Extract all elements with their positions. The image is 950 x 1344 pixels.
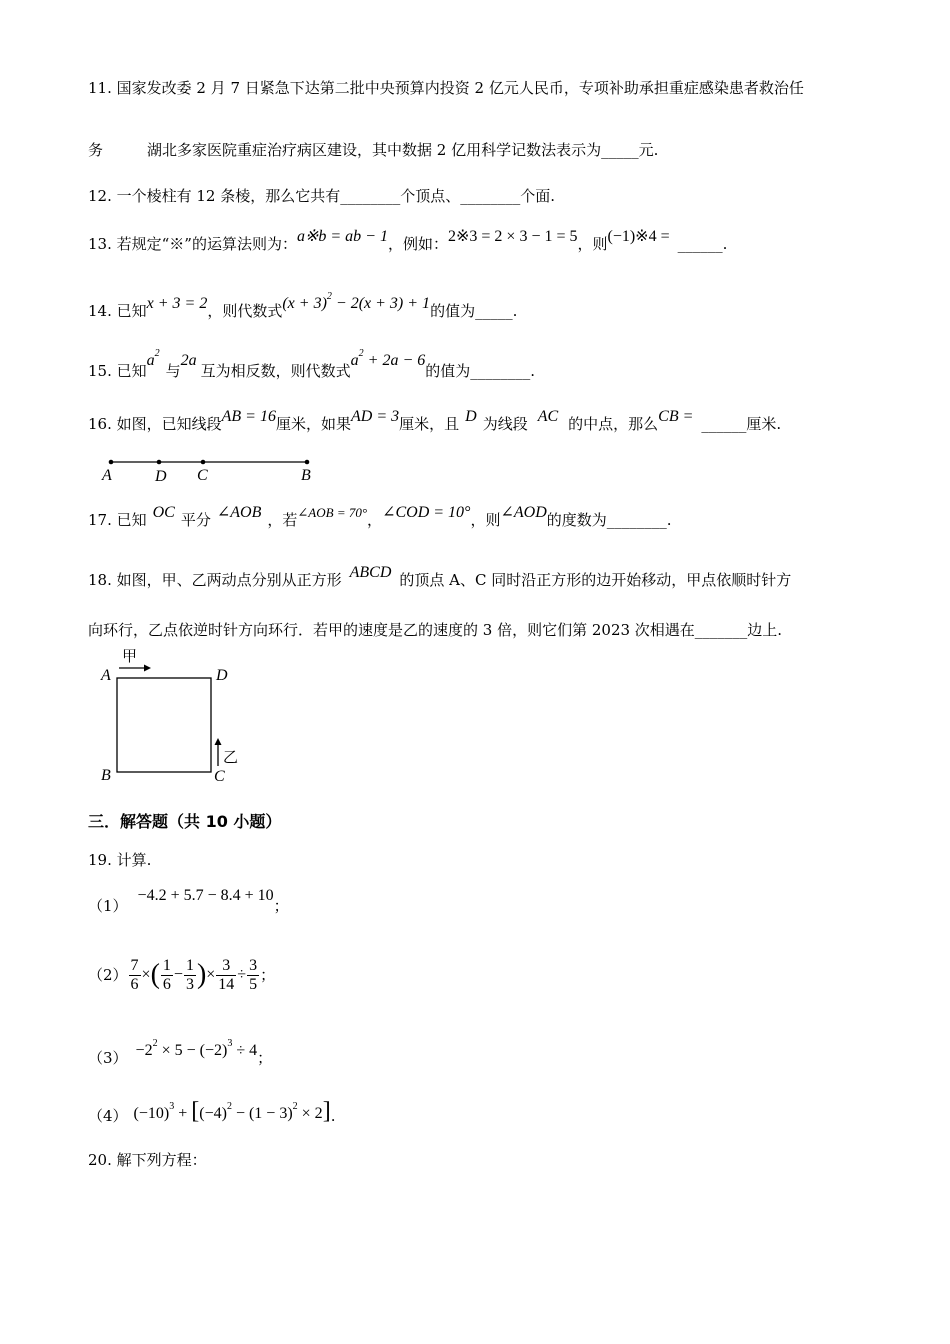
q16: 16. 如图，已知线段AB = 16厘米，如果AD = 3厘米，且 D 为线段 AC 的中点，那么CB = ______厘米. — [88, 408, 782, 433]
q20-title: 20. 解下列方程： — [88, 1151, 207, 1169]
label-jia: 甲 — [122, 649, 138, 665]
vertex-d: D — [216, 667, 228, 684]
point-a — [109, 460, 114, 465]
point-b — [305, 460, 310, 465]
label-a: A — [102, 467, 112, 484]
vertex-a: A — [101, 667, 111, 684]
q15: 15. 已知$a^2$与2a互为相反数，则代数式$a^2 + 2a - 6$的值为________. — [88, 348, 536, 380]
q12: 12. 一个棱柱有 12 条棱，那么它共有________个顶点、________个面. — [88, 187, 556, 205]
point-d — [157, 460, 162, 465]
label-b: B — [301, 467, 311, 484]
section-3-title: 三．解答题（共 10 小题） — [88, 812, 282, 831]
segment-figure — [95, 452, 325, 488]
q19-part3: $(3) -2^2 \times 5 - (-2)^3 \div 4$； — [88, 1038, 273, 1067]
q19-part2: （2） $\frac{7}{6}$ × ( $\frac{1}{6}$ − $\frac{1}{3}$ ) × $\frac{3}{14}$ ÷ $\frac{3}{5}$ ； — [88, 956, 276, 993]
q11-line1: 11. 国家发改委 2 月 7 日紧急下达第二批中央预算内投资 2 亿元人民币，专项补助承担重症感染患者救治任 — [88, 79, 804, 97]
q18-line2: 向环行，乙点依逆时针方向环行．若甲的速度是乙的速度的 3 倍，则它们第 2023 次相遇在_______边上. — [88, 621, 783, 639]
q19-title: 19. 计算. — [88, 851, 152, 869]
label-c: C — [197, 467, 208, 484]
q14: 14. 已知x + 3 = 2，则代数式$(x + 3)^2 - 2(x + 3) + 1$的值为_____. — [88, 291, 518, 320]
q13: 13. 若规定“※”的运算法则为：a※b = ab − 1，例如：2※3 = 2 × 3 − 1 = 5，则(−1)※4 = ______. — [88, 228, 728, 253]
square-abcd — [117, 678, 211, 772]
square-figure — [95, 648, 255, 788]
q18-line1: 18. 如图，甲、乙两动点分别从正方形 ABCD 的顶点 A、C 同时沿正方形的边开始移动，甲点依顺时针方 — [88, 564, 792, 589]
q11-line2: 务 湖北多家医院重症治疗病区建设，其中数据 2 亿用科学记数法表示为_____元. — [88, 141, 659, 159]
arrow-yi-head — [215, 738, 222, 745]
vertex-b: B — [101, 767, 111, 784]
label-yi: 乙 — [223, 750, 239, 766]
q19-part4: （4） $(-10)^3 + [(-4)^2 - (1 - 3)^2 \times 2]$. — [88, 1098, 336, 1125]
label-d: D — [155, 468, 167, 485]
point-c — [201, 460, 206, 465]
q17: 17. 已知 OC 平分 ∠AOB ，若∠AOB = 70°，∠COD = 10°，则∠AOD的度数为________. — [88, 504, 672, 529]
vertex-c: C — [214, 768, 225, 785]
q19-part1: （1）−4.2 + 5.7 − 8.4 + 10； — [88, 887, 289, 915]
arrow-jia-head — [144, 665, 151, 672]
